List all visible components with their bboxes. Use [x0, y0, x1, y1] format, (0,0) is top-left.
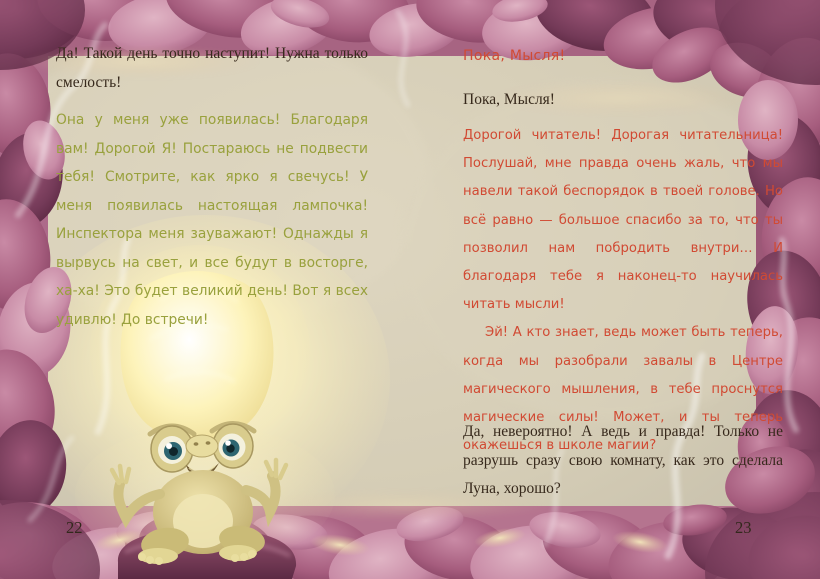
- right-page-narrator-paragraph: Да, невероятно! А ведь и правда! Только не разрушь сразу свою комнату, как это сделала Луна, хорошо?: [463, 423, 783, 497]
- right-page-lamp-farewell: Пока, Мысля!: [463, 48, 566, 64]
- left-page-narrator-paragraph: Да! Такой день точно наступит! Нужна только смелость!: [56, 45, 368, 91]
- creature-snout: [186, 435, 218, 457]
- reader-paragraph-1: Дорогой читатель! Дорогая читательница! Послушай, мне правда очень жаль, что мы навели такой беспорядок в твоей голове. Но всё равно — большое спасибо за то, что ты позволил нам побродить внутри… И благодаря тебе я наконец-то научилась читать мысли!: [463, 128, 783, 313]
- left-page-number: 22: [66, 518, 83, 537]
- right-page-number: 23: [735, 518, 752, 537]
- left-page-lamp-paragraph: Она у меня уже появилась! Благодаря вам! Дорогой Я! Постараюсь не подвести тебя! Смотрите, как ярко я свечусь! У меня появилась настоящая лампочка! Инспектора меня зауважают! Однажды я вырвусь на свет, и все будут в восторге, ха-ха! Это будет великий день! Вот я всех удивлю! До встречи!: [56, 112, 368, 328]
- right-page-narrator-farewell: Пока, Мысля!: [463, 91, 555, 108]
- right-page-reader-letter: [463, 122, 783, 460]
- reader-paragraph-2: Эй! А кто знает, ведь может быть теперь, когда мы разобрали завалы в Центре магического мышления, в тебе проснутся магические силы! Может, и ты теперь окажешься в школе магии?: [463, 325, 783, 454]
